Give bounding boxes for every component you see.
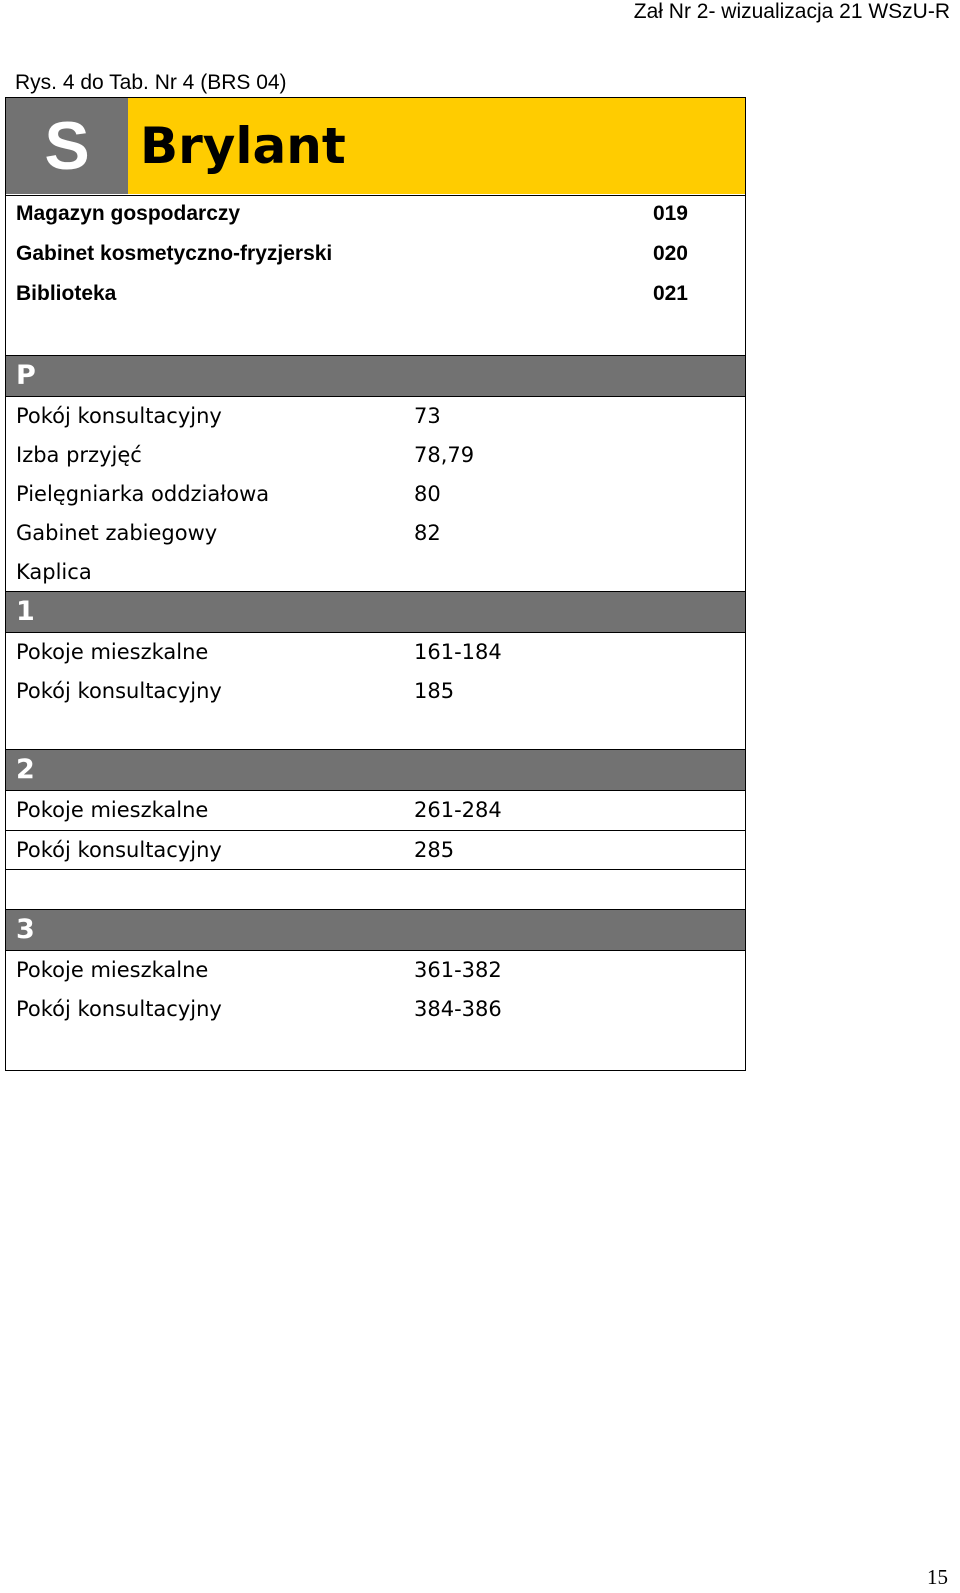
room-row (6, 436, 745, 474)
room-label: Kaplica (16, 560, 92, 584)
sign-title: Brylant (128, 98, 745, 194)
room-label: Pokoje mieszkalne (16, 958, 209, 982)
room-number: 261-284 (414, 798, 502, 822)
room-label: Gabinet zabiegowy (16, 521, 218, 545)
room-row (6, 791, 745, 829)
room-row (6, 195, 745, 233)
room-row (6, 672, 745, 710)
figure-caption: Rys. 4 do Tab. Nr 4 (BRS 04) (15, 71, 287, 94)
room-number: 80 (414, 482, 441, 506)
room-row (6, 397, 745, 435)
room-label: Magazyn gospodarczy (16, 202, 241, 225)
room-label: Pokoje mieszkalne (16, 640, 209, 664)
room-number: 020 (652, 242, 688, 265)
room-row (6, 831, 745, 869)
room-number: 185 (414, 679, 455, 703)
level-band-3: 3 (6, 909, 745, 951)
level-band-2: 2 (6, 749, 745, 791)
room-label: Pokój konsultacyjny (16, 997, 222, 1021)
room-number: 019 (652, 202, 688, 225)
room-number: 73 (414, 404, 441, 428)
room-label: Izba przyjęć (16, 443, 142, 467)
room-number: 78,79 (414, 443, 475, 467)
attachment-header: Zał Nr 2- wizualizacja 21 WSzU-R (633, 0, 950, 23)
room-row (6, 951, 745, 989)
room-row (6, 633, 745, 671)
room-label: Gabinet kosmetyczno-fryzjerski (16, 242, 333, 265)
level-band-1: 1 (6, 591, 745, 633)
room-label: Pokój konsultacyjny (16, 838, 222, 862)
directional-sign (5, 97, 746, 1071)
sign-title-bar (6, 98, 745, 196)
divider (6, 869, 745, 870)
room-number: 285 (414, 838, 455, 862)
room-row (6, 553, 745, 591)
room-label: Pokoje mieszkalne (16, 798, 209, 822)
page-number: 15 (927, 1565, 948, 1589)
room-label: Biblioteka (16, 282, 117, 305)
room-label: Pokój konsultacyjny (16, 404, 222, 428)
room-row (6, 990, 745, 1028)
room-number: 161-184 (414, 640, 502, 664)
room-label: Pokój konsultacyjny (16, 679, 222, 703)
room-number: 384-386 (414, 997, 502, 1021)
room-row (6, 514, 745, 552)
room-row (6, 235, 745, 273)
room-row (6, 275, 745, 313)
room-label: Pielęgniarka oddziałowa (16, 482, 270, 506)
room-row (6, 475, 745, 513)
room-number: 361-382 (414, 958, 502, 982)
room-number: 021 (652, 282, 688, 305)
sign-letter: S (6, 98, 128, 194)
level-band-p: P (6, 355, 745, 397)
room-number: 82 (414, 521, 441, 545)
